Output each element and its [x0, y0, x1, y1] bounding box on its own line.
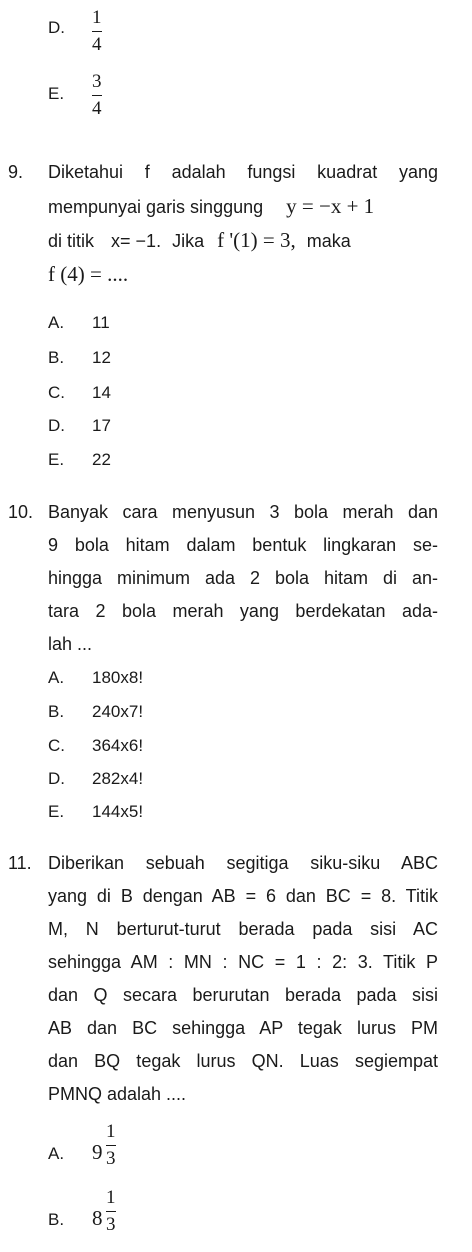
- option-value: 17: [92, 416, 111, 435]
- text: Jika: [172, 231, 205, 251]
- option-value: 240x7!: [92, 702, 144, 721]
- fraction-numerator: 1: [92, 7, 102, 28]
- option-value: 22: [92, 450, 111, 469]
- question-text-line: dan Q secara berurutan berada pada sisi: [48, 985, 438, 1005]
- fraction-numerator: 3: [92, 71, 102, 92]
- question-text-line: tara 2 bola merah yang berdekatan ada-: [48, 601, 438, 621]
- math-expression: f (4) = ....: [48, 262, 129, 286]
- question-text-line: Diketahui f adalah fungsi kuadrat yang: [48, 162, 438, 182]
- question-number: 10.: [8, 502, 34, 522]
- mixed-number-whole: 9: [92, 1140, 103, 1164]
- math-expression: y = −x + 1: [286, 194, 375, 218]
- question-text-line: [48, 262, 128, 287]
- math-expression: x= −1.: [111, 231, 162, 251]
- text: mempunyai garis singgung: [48, 197, 264, 217]
- option-label: A.: [48, 668, 65, 687]
- question-text-line: Diberikan sebuah segitiga siku-siku ABC: [48, 853, 438, 873]
- question-text-line: yang di B dengan AB = 6 dan BC = 8. Titik: [48, 886, 438, 906]
- option-value: 364x6!: [92, 736, 144, 755]
- option-label: E.: [48, 802, 65, 821]
- option-label: C.: [48, 383, 65, 402]
- fraction-denominator: 4: [92, 98, 102, 119]
- question-text-line: dan BQ tegak lurus QN. Luas segiempat: [48, 1051, 438, 1071]
- fraction-bar: [106, 1145, 116, 1146]
- math-expression: f '(1) = 3,: [217, 228, 296, 252]
- text: di titik: [48, 231, 95, 251]
- question-text-line: PMNQ adalah ....: [48, 1084, 187, 1104]
- option-value: 180x8!: [92, 668, 144, 687]
- option-value: 282x4!: [92, 769, 144, 788]
- mixed-number-whole: 8: [92, 1206, 103, 1230]
- question-text-line: [48, 228, 351, 253]
- option-row: [48, 1122, 188, 1186]
- option-label: E.: [48, 450, 65, 469]
- option-label: D.: [48, 416, 65, 435]
- prev-option-d: [48, 8, 168, 68]
- question-text-line: Banyak cara menyusun 3 bola merah dan: [48, 502, 438, 522]
- fraction: [92, 72, 102, 119]
- fraction-numerator: 1: [106, 1121, 116, 1142]
- option-label: C.: [48, 736, 65, 755]
- option-label: A.: [48, 313, 65, 332]
- question-number: 9.: [8, 162, 24, 182]
- question-text-line: AB dan BC sehingga AP tegak lurus PM: [48, 1018, 438, 1038]
- fraction-numerator: 1: [106, 1187, 116, 1208]
- option-value: 14: [92, 383, 111, 402]
- option-row: [48, 1188, 188, 1252]
- text: maka: [306, 231, 351, 251]
- fraction-bar: [92, 31, 102, 32]
- prev-option-e: [48, 72, 168, 132]
- option-label: A.: [48, 1144, 65, 1163]
- question-text-line: M, N berturut-turut berada pada sisi AC: [48, 919, 438, 939]
- question-text-line: [48, 194, 374, 219]
- option-value: 12: [92, 348, 111, 367]
- option-value: 11: [92, 313, 110, 332]
- fraction-denominator: 3: [106, 1214, 116, 1235]
- question-number: 11.: [8, 853, 32, 873]
- option-label: B.: [48, 348, 65, 367]
- question-text-line: 9 bola hitam dalam bentuk lingkaran se-: [48, 535, 438, 555]
- fraction-denominator: 3: [106, 1148, 116, 1169]
- question-text-line: lah ...: [48, 634, 93, 654]
- fraction-bar: [106, 1211, 116, 1212]
- fraction: [106, 1188, 116, 1235]
- fraction: [92, 8, 102, 55]
- question-text-line: hingga minimum ada 2 bola hitam di an-: [48, 568, 438, 588]
- option-label: B.: [48, 1210, 65, 1229]
- option-label: E.: [48, 84, 65, 103]
- option-label: B.: [48, 702, 65, 721]
- fraction-bar: [92, 95, 102, 96]
- option-label: D.: [48, 18, 65, 37]
- option-label: D.: [48, 769, 65, 788]
- option-value: 144x5!: [92, 802, 144, 821]
- fraction: [106, 1122, 116, 1169]
- question-text-line: sehingga AM : MN : NC = 1 : 2: 3. Titik P: [48, 952, 438, 972]
- fraction-denominator: 4: [92, 34, 102, 55]
